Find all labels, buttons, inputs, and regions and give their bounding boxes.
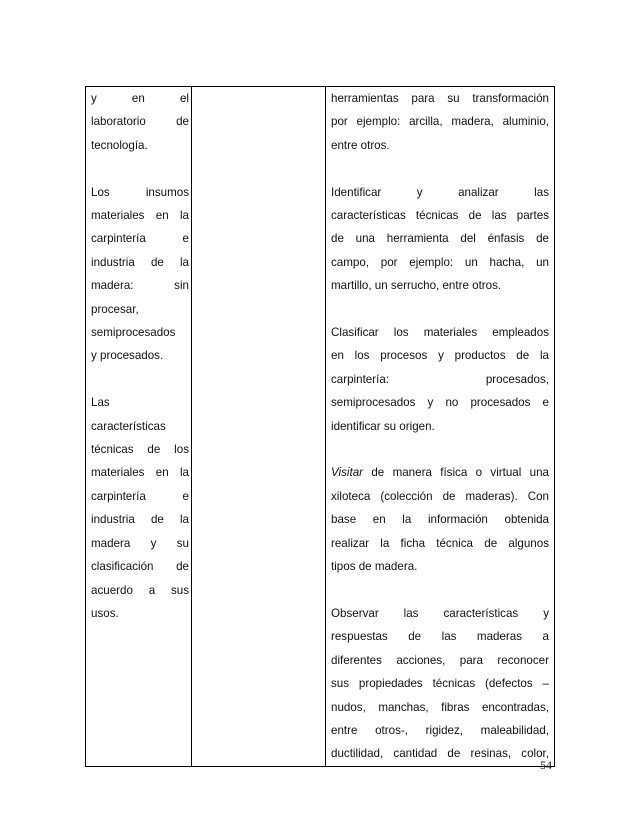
text-line: por ejemplo: arcilla, madera, aluminio, xyxy=(331,115,549,129)
paragraph-gap xyxy=(91,368,189,391)
text-line: y procesados. xyxy=(91,349,164,363)
text-line: carpintería e xyxy=(91,489,189,503)
text-line: materiales en la xyxy=(91,209,189,223)
text-line: Clasificar los materiales empleados xyxy=(331,326,549,340)
text-line: Las xyxy=(91,396,110,410)
text-line: industria de la xyxy=(91,513,189,527)
text-line: respuestas de las maderas a xyxy=(331,630,549,644)
text-line: diferentes acciones, para reconocer xyxy=(331,653,549,667)
activities-text xyxy=(326,87,554,766)
text-line: laboratorio de xyxy=(91,115,189,129)
text-line: base en la información obtenida xyxy=(331,513,549,527)
text-line: características xyxy=(91,419,166,433)
text-line: materiales en la xyxy=(91,466,189,480)
text-line: campo, por ejemplo: un hacha, un xyxy=(331,255,549,269)
text-line: sus propiedades técnicas (defectos – xyxy=(331,677,549,691)
text-line: carpintería: procesados, xyxy=(331,372,549,386)
text-line: procesar, xyxy=(91,302,139,316)
topics-text xyxy=(86,87,191,625)
emphasized-word: Visitar xyxy=(331,466,364,480)
text-line: de una herramienta del énfasis de xyxy=(331,232,549,246)
content-table xyxy=(85,86,555,767)
paragraph-gap xyxy=(331,438,549,461)
text-line: Observar las características y xyxy=(331,606,549,620)
activities-column-cell xyxy=(326,87,555,767)
table-row xyxy=(86,87,555,767)
paragraph-gap xyxy=(331,157,549,180)
text-line: madera: sin xyxy=(91,279,189,293)
text-line: martillo, un serrucho, entre otros. xyxy=(331,279,502,293)
paragraph-gap xyxy=(91,157,189,180)
text-line: identificar su origen. xyxy=(331,419,435,433)
paragraph-gap xyxy=(331,578,549,601)
text-line: y en el xyxy=(91,92,189,105)
text-line: clasificación de xyxy=(91,560,189,574)
text-line: carpintería e xyxy=(91,232,189,246)
text-line: tecnología. xyxy=(91,138,148,152)
text-line: entre otros-, rigidez, maleabilidad, xyxy=(331,723,549,737)
text-line: ductilidad, cantidad de resinas, color, xyxy=(331,747,549,761)
text-line: xiloteca (colección de maderas). Con xyxy=(331,489,549,503)
text-line: realizar la ficha técnica de algunos xyxy=(331,536,549,550)
text-line: madera y su xyxy=(91,536,189,550)
text-line: acuerdo a sus xyxy=(91,583,189,597)
text-line: semiprocesados xyxy=(91,326,176,340)
text-line: nudos, manchas, fibras encontradas, xyxy=(331,700,549,714)
text-line: características técnicas de las partes xyxy=(331,209,549,223)
empty-column-cell xyxy=(192,87,326,767)
text-line: semiprocesados y no procesados e xyxy=(331,396,549,410)
text-line: entre otros. xyxy=(331,138,390,152)
text-line: usos. xyxy=(91,606,119,620)
line-text: de manera física o virtual una xyxy=(363,466,549,480)
text-line: en los procesos y productos de la xyxy=(331,349,549,363)
text-line: técnicas de los xyxy=(91,443,189,457)
text-line: industria de la xyxy=(91,255,189,269)
text-line: herramientas para su transformación xyxy=(331,92,549,105)
topics-column-cell xyxy=(86,87,192,767)
text-line: Los insumos xyxy=(91,185,189,199)
text-line xyxy=(331,461,549,484)
page-number: 54 xyxy=(540,758,552,772)
text-line: Identificar y analizar las xyxy=(331,185,549,199)
paragraph-gap xyxy=(331,298,549,321)
text-line: tipos de madera. xyxy=(331,560,418,574)
